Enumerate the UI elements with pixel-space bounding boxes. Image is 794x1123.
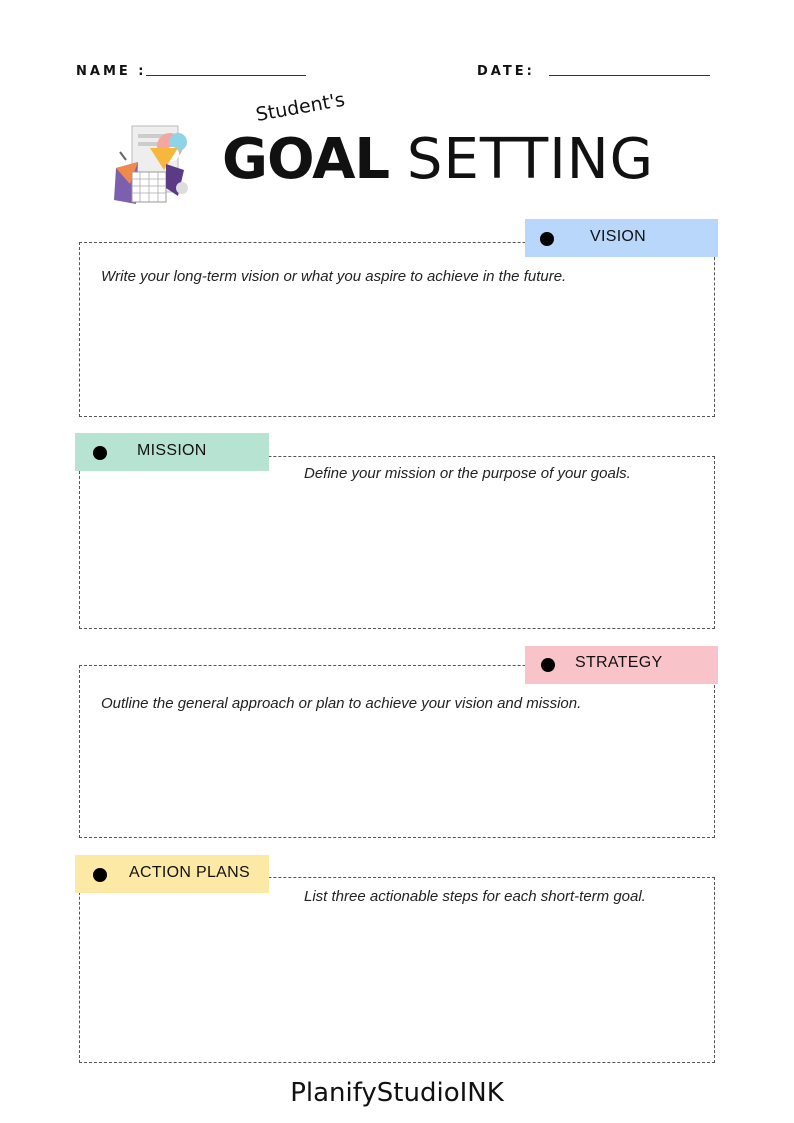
- mission-prompt: Define your mission or the purpose of your goals.: [304, 465, 631, 482]
- vision-prompt: Write your long-term vision or what you aspire to achieve in the future.: [101, 268, 567, 285]
- planner-illustration: [108, 118, 192, 218]
- action-plans-prompt: List three actionable steps for each short-term goal.: [304, 888, 646, 905]
- page-title: [222, 128, 654, 192]
- title-light: SETTING: [406, 127, 655, 192]
- strategy-bullet-icon: [541, 658, 555, 672]
- name-label: NAME :: [76, 64, 147, 79]
- action-plans-tag: [75, 855, 269, 893]
- mission-tag: [75, 433, 269, 471]
- action-plans-label: ACTION PLANS: [129, 864, 250, 881]
- action-plans-bullet-icon: [93, 868, 107, 882]
- strategy-label: STRATEGY: [575, 654, 663, 671]
- strategy-tag: [525, 646, 718, 684]
- strategy-prompt: Outline the general approach or plan to achieve your vision and mission.: [101, 695, 582, 712]
- name-field-line[interactable]: [146, 75, 306, 76]
- strategy-box[interactable]: [79, 665, 715, 838]
- vision-bullet-icon: [540, 232, 554, 246]
- mission-label: MISSION: [137, 442, 207, 459]
- title-subtitle: Student's: [254, 88, 347, 126]
- date-label: DATE:: [477, 64, 535, 79]
- vision-tag: [525, 219, 718, 257]
- footer-brand: PlanifyStudioINK: [290, 1078, 504, 1108]
- vision-label: VISION: [590, 228, 647, 245]
- date-field-line[interactable]: [549, 75, 710, 76]
- mission-bullet-icon: [93, 446, 107, 460]
- title-bold: GOAL: [222, 127, 390, 192]
